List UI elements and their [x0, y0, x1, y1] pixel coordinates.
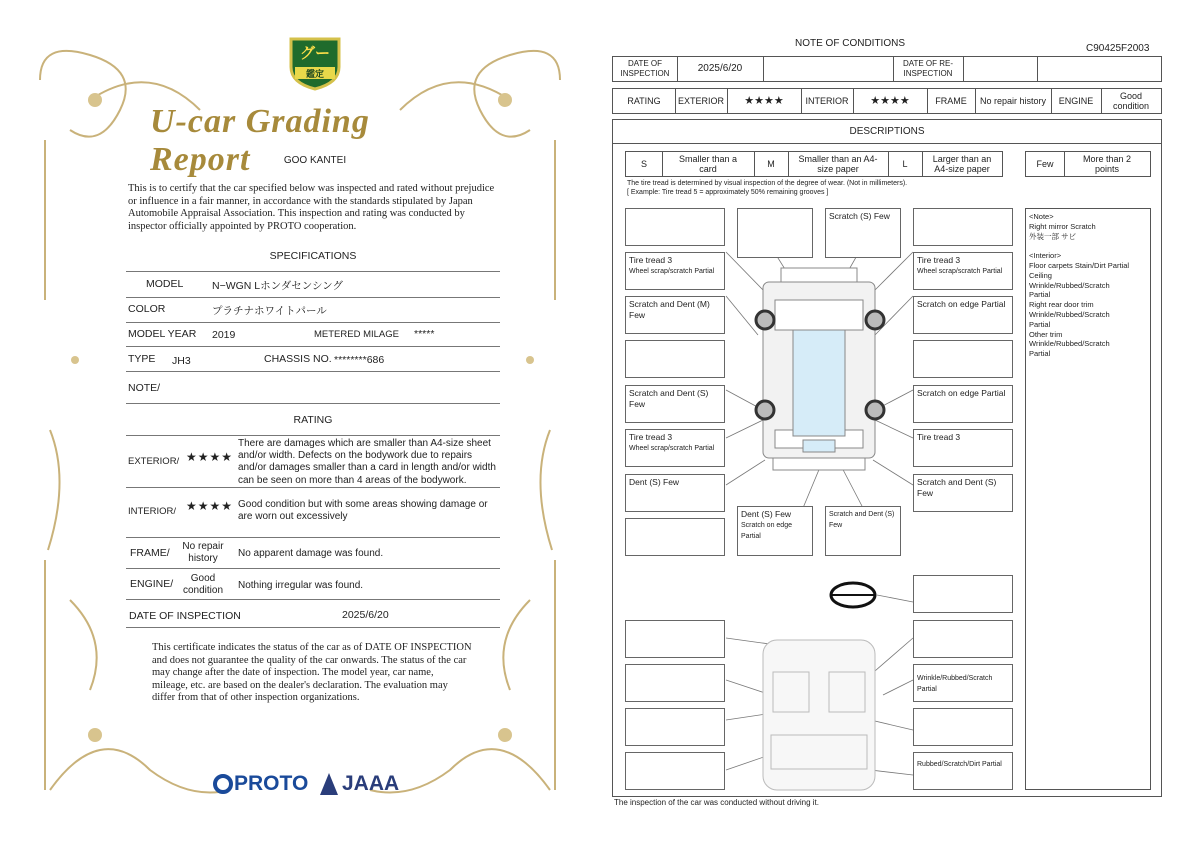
- damage-label: Scratch and Dent (S) Few: [917, 477, 997, 498]
- frame-description: No apparent damage was found.: [238, 548, 384, 559]
- damage-box: [913, 340, 1013, 378]
- wheel-scratch-label: Wheel scrap/scratch Partial: [629, 268, 715, 275]
- interior-description: Good condition but with some areas showing damage or are worn out excessively: [238, 499, 488, 523]
- divider: [126, 426, 500, 436]
- exterior-label: EXTERIOR/: [128, 456, 180, 467]
- rating-row-interior: [126, 488, 500, 538]
- damage-box: [913, 296, 1013, 334]
- damage-box: [625, 664, 725, 702]
- damage-label: Scratch on edge Partial: [917, 299, 1006, 309]
- model-value: N−WGN Lホンダセンシング: [212, 280, 343, 292]
- color-value: プラチナホワイトパール: [212, 305, 327, 317]
- wheel-scratch-label: Wheel scrap/scratch Partial: [629, 445, 715, 452]
- interior-label: INTERIOR: [805, 96, 849, 106]
- date-table: [612, 56, 1162, 82]
- metered-mileage-label: METERED MILAGE: [314, 329, 399, 340]
- legend-text-m: Smaller than an A4-size paper: [798, 154, 878, 174]
- damage-box: [625, 708, 725, 746]
- damage-box: [913, 664, 1013, 702]
- badge-text: グー: [299, 45, 330, 62]
- badge-subtext: 鑑定: [305, 69, 324, 79]
- damage-box: [825, 208, 901, 258]
- damage-box: [625, 620, 725, 658]
- damage-label: Rubbed/Scratch/Dirt Partial: [917, 761, 1002, 768]
- damage-box: [913, 474, 1013, 512]
- tire-tread-label: Tire tread 3: [917, 255, 961, 265]
- report-title: U-car Grading Report: [150, 103, 370, 178]
- legend-code-l: L: [902, 159, 908, 169]
- rating-label: RATING: [627, 96, 661, 106]
- frame-label: FRAME/: [130, 547, 170, 559]
- frame-value: No repair history: [979, 96, 1047, 106]
- frame-label: FRAME: [935, 96, 967, 106]
- tire-note-1: The tire tread is determined by visual inspection of the degree of wear. (Not in millimeters).: [627, 180, 908, 187]
- conditions-heading: NOTE OF CONDITIONS: [795, 38, 905, 49]
- damage-box: [625, 208, 725, 246]
- engine-label: ENGINE/: [130, 578, 174, 590]
- frequency-legend: [1025, 151, 1151, 177]
- legend-code-m: M: [767, 159, 775, 169]
- engine-value: Good condition: [182, 573, 224, 597]
- spec-row-note: [126, 372, 500, 404]
- damage-box: [913, 385, 1013, 423]
- spec-row-type: [126, 347, 500, 372]
- certificate-footer: This certificate indicates the status of the car as of DATE OF INSPECTION and does not guarantee the quality of the car onwards. The status of the car may change after the date of inspection. The model year, car name, mileage, etc. are based on the dealer's declaration. The evaluation may differ from that of other inspection organizations.: [152, 642, 472, 704]
- damage-box: [625, 385, 725, 423]
- date-value: 2025/6/20: [342, 609, 389, 621]
- interior-label: INTERIOR/: [128, 506, 177, 517]
- damage-sublabel: Scratch on edge Partial: [741, 522, 792, 540]
- color-label: COLOR: [128, 303, 166, 315]
- damage-box: [625, 474, 725, 512]
- metered-mileage-value: *****: [414, 328, 435, 340]
- interior-stars: ★★★★: [870, 95, 910, 107]
- inspection-date-value: 2025/6/20: [697, 63, 743, 74]
- steering-wheel-icon: [831, 583, 875, 607]
- model-year-value: 2019: [212, 329, 236, 341]
- rating-row-exterior: [126, 436, 500, 488]
- note-label: NOTE/: [128, 382, 161, 394]
- report-subtitle: GOO KANTEI: [283, 155, 347, 166]
- damage-box: [625, 252, 725, 290]
- damage-box: [737, 506, 813, 556]
- engine-value: Good condition: [1112, 91, 1150, 111]
- damage-label: Dent (S) Few: [629, 477, 680, 487]
- damage-label: Scratch on edge Partial: [917, 388, 1006, 398]
- damage-label: Dent (S) Few: [741, 509, 792, 519]
- damage-box: [913, 575, 1013, 613]
- damage-label: Scratch and Dent (M) Few: [629, 299, 710, 320]
- exterior-stars: ★★★★: [186, 450, 234, 464]
- document-id: C90425F2003: [1086, 43, 1150, 54]
- model-year-label: MODEL YEAR: [128, 328, 197, 340]
- damage-box: [625, 518, 725, 556]
- inspection-date-label: DATE OF INSPECTION: [620, 59, 670, 78]
- certification-statement: This is to certify that the car specified below was inspected and rated without prejudice or influence in a fair manner, in accordance with the standards stipulated by Japan Automobile Appraisal Association. This inspection and rating was conducted by inspector officially appointed by PROTO cooperation.: [128, 183, 495, 232]
- chassis-label: CHASSIS NO.: [264, 353, 332, 365]
- spec-row-color: [126, 298, 500, 323]
- model-label: MODEL: [146, 278, 184, 290]
- exterior-label: EXTERIOR: [677, 96, 724, 106]
- damage-box: [625, 340, 725, 378]
- descriptions-heading: DESCRIPTIONS: [613, 120, 1161, 144]
- damage-box: [625, 296, 725, 334]
- damage-box: [825, 506, 901, 556]
- damage-label: Scratch (S) Few: [829, 211, 890, 221]
- type-label: TYPE: [128, 353, 156, 365]
- engine-label: ENGINE: [1058, 96, 1094, 106]
- note-of-conditions: [600, 0, 1200, 848]
- spec-row-model: [126, 272, 500, 298]
- jaaa-mark-icon: [318, 771, 340, 797]
- divider: [126, 262, 500, 272]
- notes-box: <Note> Right mirror Scratch 外装一部 サビ <Interior> Floor carpets Stain/Dirt Partial Ceiling Wrinkle/Rubbed/Scratch Partial Right rear door trim Wrinkle/Rubbed/Scratch Partial Other trim Wrinkle/Rubbed/Scratch Partial: [1025, 208, 1151, 790]
- specifications-heading: SPECIFICATIONS: [269, 250, 357, 262]
- reinspection-date-label: DATE OF RE-INSPECTION: [902, 59, 954, 78]
- proto-logo: [212, 770, 308, 798]
- damage-box: [625, 752, 725, 790]
- interior-stars: ★★★★: [186, 499, 234, 513]
- legend-code-s: S: [640, 159, 647, 169]
- damage-box: [913, 208, 1013, 246]
- conditions-footer: The inspection of the car was conducted without driving it.: [614, 798, 819, 807]
- date-label: DATE OF INSPECTION: [129, 610, 241, 622]
- damage-box: [913, 708, 1013, 746]
- jaaa-logo-text: JAAA: [342, 772, 400, 795]
- damage-label: Scratch and Dent (S) Few: [829, 511, 895, 529]
- rating-table: [612, 88, 1162, 114]
- legend-text-s: Smaller than a card: [678, 154, 738, 174]
- descriptions-panel: [612, 119, 1162, 797]
- exterior-stars: ★★★★: [744, 95, 784, 107]
- legend-text-l: Larger than an A4-size paper: [932, 154, 992, 174]
- rating-row-frame: [126, 538, 500, 569]
- damage-box: [913, 620, 1013, 658]
- chassis-value: ********686: [334, 354, 385, 366]
- damage-box: [913, 252, 1013, 290]
- damage-box: [913, 429, 1013, 467]
- spec-row-model-year: [126, 323, 500, 347]
- rating-row-engine: [126, 569, 500, 600]
- legend-text-few: More than 2 points: [1082, 154, 1132, 174]
- date-row: [126, 600, 500, 628]
- jaaa-logo: [318, 770, 399, 798]
- legend-code-few: Few: [1036, 159, 1054, 169]
- damage-box: [913, 752, 1013, 790]
- rating-heading: RATING: [293, 414, 333, 426]
- exterior-description: There are damages which are smaller than A4-size sheet and/or width. Defects on the bodywork due to repairs and/or damages smaller than a card in length and/or width can be seen on more than 4 areas of the bodywork.: [238, 438, 496, 486]
- type-value: JH3: [172, 355, 191, 367]
- tire-note-2: [ Example: Tire tread 5 = approximately 50% remaining grooves ]: [627, 189, 829, 196]
- tire-tread-label: Tire tread 3: [629, 255, 673, 265]
- damage-label: Wrinkle/Rubbed/Scratch Partial: [917, 675, 993, 693]
- tire-tread-label: Tire tread 3: [629, 432, 673, 442]
- damage-label: Scratch and Dent (S) Few: [629, 388, 709, 409]
- proto-mark-icon: [212, 773, 234, 795]
- wheel-scratch-label: Wheel scrap/scratch Partial: [917, 268, 1003, 275]
- tire-tread-label: Tire tread 3: [917, 432, 961, 442]
- proto-logo-text: PROTO: [234, 772, 309, 795]
- engine-description: Nothing irregular was found.: [238, 580, 364, 591]
- goo-kantei-badge: [287, 33, 343, 91]
- damage-box: [737, 208, 813, 258]
- damage-box: [625, 429, 725, 467]
- frame-value: No repair history: [182, 541, 224, 565]
